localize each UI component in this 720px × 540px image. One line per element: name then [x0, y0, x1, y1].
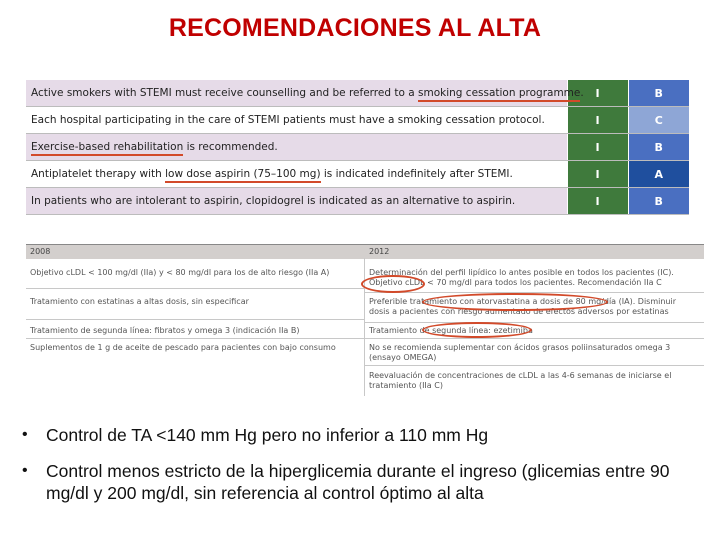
recommendation-row — [26, 134, 689, 161]
header-2012: 2012 — [369, 247, 390, 256]
recommendation-text — [26, 134, 567, 161]
class-cell: I — [567, 161, 628, 188]
row-divider — [26, 319, 364, 320]
row-divider — [365, 365, 704, 366]
bullet-item — [22, 424, 702, 446]
row-divider — [365, 322, 704, 323]
comparison-header — [26, 244, 704, 259]
text-segment: Each hospital participating in the care of STEMI patients must have a smoking cessation protocol. — [31, 114, 545, 126]
highlight-oval-ezetimiba — [422, 322, 532, 338]
text-segment: In patients who are intolerant to aspirin, clopidogrel is indicated as an alternative to aspirin. — [31, 195, 516, 207]
right-row-2: Preferible tratamiento con atorvastatina a dosis de 80 mg/día (IA). Disminuir dosis a pacientes con riesgo aumentado de efectos adversos por estatinas — [369, 297, 677, 316]
row-divider — [26, 288, 364, 289]
underlined-phrase: low dose aspirin (75–100 mg) — [165, 168, 320, 183]
right-row-3: Tratamiento de segunda línea: ezetimiba — [369, 326, 533, 335]
bullet-dot-icon: • — [22, 426, 28, 443]
left-row-2: Tratamiento con estatinas a altas dosis, sin especificar — [30, 297, 249, 306]
text-segment: . — [580, 87, 584, 99]
highlight-oval-atorvastatina — [422, 293, 608, 311]
bullet-item — [22, 460, 702, 504]
right-row-5: Reevaluación de concentraciones de cLDL a las 4-6 semanas de iniciarse el tratamiento (IIa C) — [369, 371, 672, 390]
class-cell: I — [567, 80, 628, 107]
highlight-oval-cldl — [361, 275, 425, 293]
right-row-1: Determinación del perfil lipídico lo antes posible en todos los pacientes (IC). Objetivo cLDL < 70 mg/dl para todos los pacientes. Recomendación IIa C — [369, 268, 674, 287]
bullet-text: Control menos estricto de la hiperglicemia durante el ingreso (glicemias entre 90 mg/dl y 200 mg/dl, sin referencia al control óptimo al alta — [46, 461, 670, 503]
left-row-1: Objetivo cLDL < 100 mg/dl (IIa) y < 80 mg/dl para los de alto riesgo (IIa A) — [30, 268, 330, 277]
class-cell: I — [567, 188, 628, 215]
class-cell: I — [567, 134, 628, 161]
comparison-table — [26, 244, 704, 396]
recommendation-text — [26, 161, 567, 188]
header-2008: 2008 — [30, 247, 51, 256]
slide-title: RECOMENDACIONES AL ALTA — [168, 14, 542, 42]
recommendation-text — [26, 107, 567, 134]
recommendation-text — [26, 80, 584, 107]
underlined-phrase: Exercise-based rehabilitation — [31, 141, 183, 156]
recommendation-text — [26, 188, 567, 215]
class-cell: I — [567, 107, 628, 134]
bullet-list — [22, 424, 702, 518]
recommendation-row — [26, 80, 689, 107]
level-cell: B — [628, 80, 689, 107]
recommendation-row — [26, 107, 689, 134]
bullet-text: Control de TA <140 mm Hg pero no inferior a 110 mm Hg — [46, 425, 489, 445]
underlined-phrase: smoking cessation programme — [418, 87, 580, 102]
row-divider — [365, 338, 704, 339]
text-segment: is indicated indefinitely after STEMI. — [320, 168, 513, 180]
left-row-4: Suplementos de 1 g de aceite de pescado para pacientes con bajo consumo — [30, 343, 336, 352]
level-cell: B — [628, 188, 689, 215]
level-cell: B — [628, 134, 689, 161]
text-segment: is recommended. — [183, 141, 278, 153]
text-segment: Antiplatelet therapy with — [31, 168, 166, 180]
bullet-dot-icon: • — [22, 462, 28, 479]
recommendations-table — [26, 80, 689, 215]
level-cell: C — [628, 107, 689, 134]
right-row-4: No se recomienda suplementar con ácidos grasos poliinsaturados omega 3 (ensayo OMEGA) — [369, 343, 671, 362]
left-row-3: Tratamiento de segunda línea: fibratos y omega 3 (indicación IIa B) — [30, 326, 300, 335]
row-divider — [26, 338, 364, 339]
recommendation-row — [26, 188, 689, 215]
level-cell: A — [628, 161, 689, 188]
recommendation-row — [26, 161, 689, 188]
text-segment: Active smokers with STEMI must receive counselling and be referred to a — [31, 87, 419, 99]
